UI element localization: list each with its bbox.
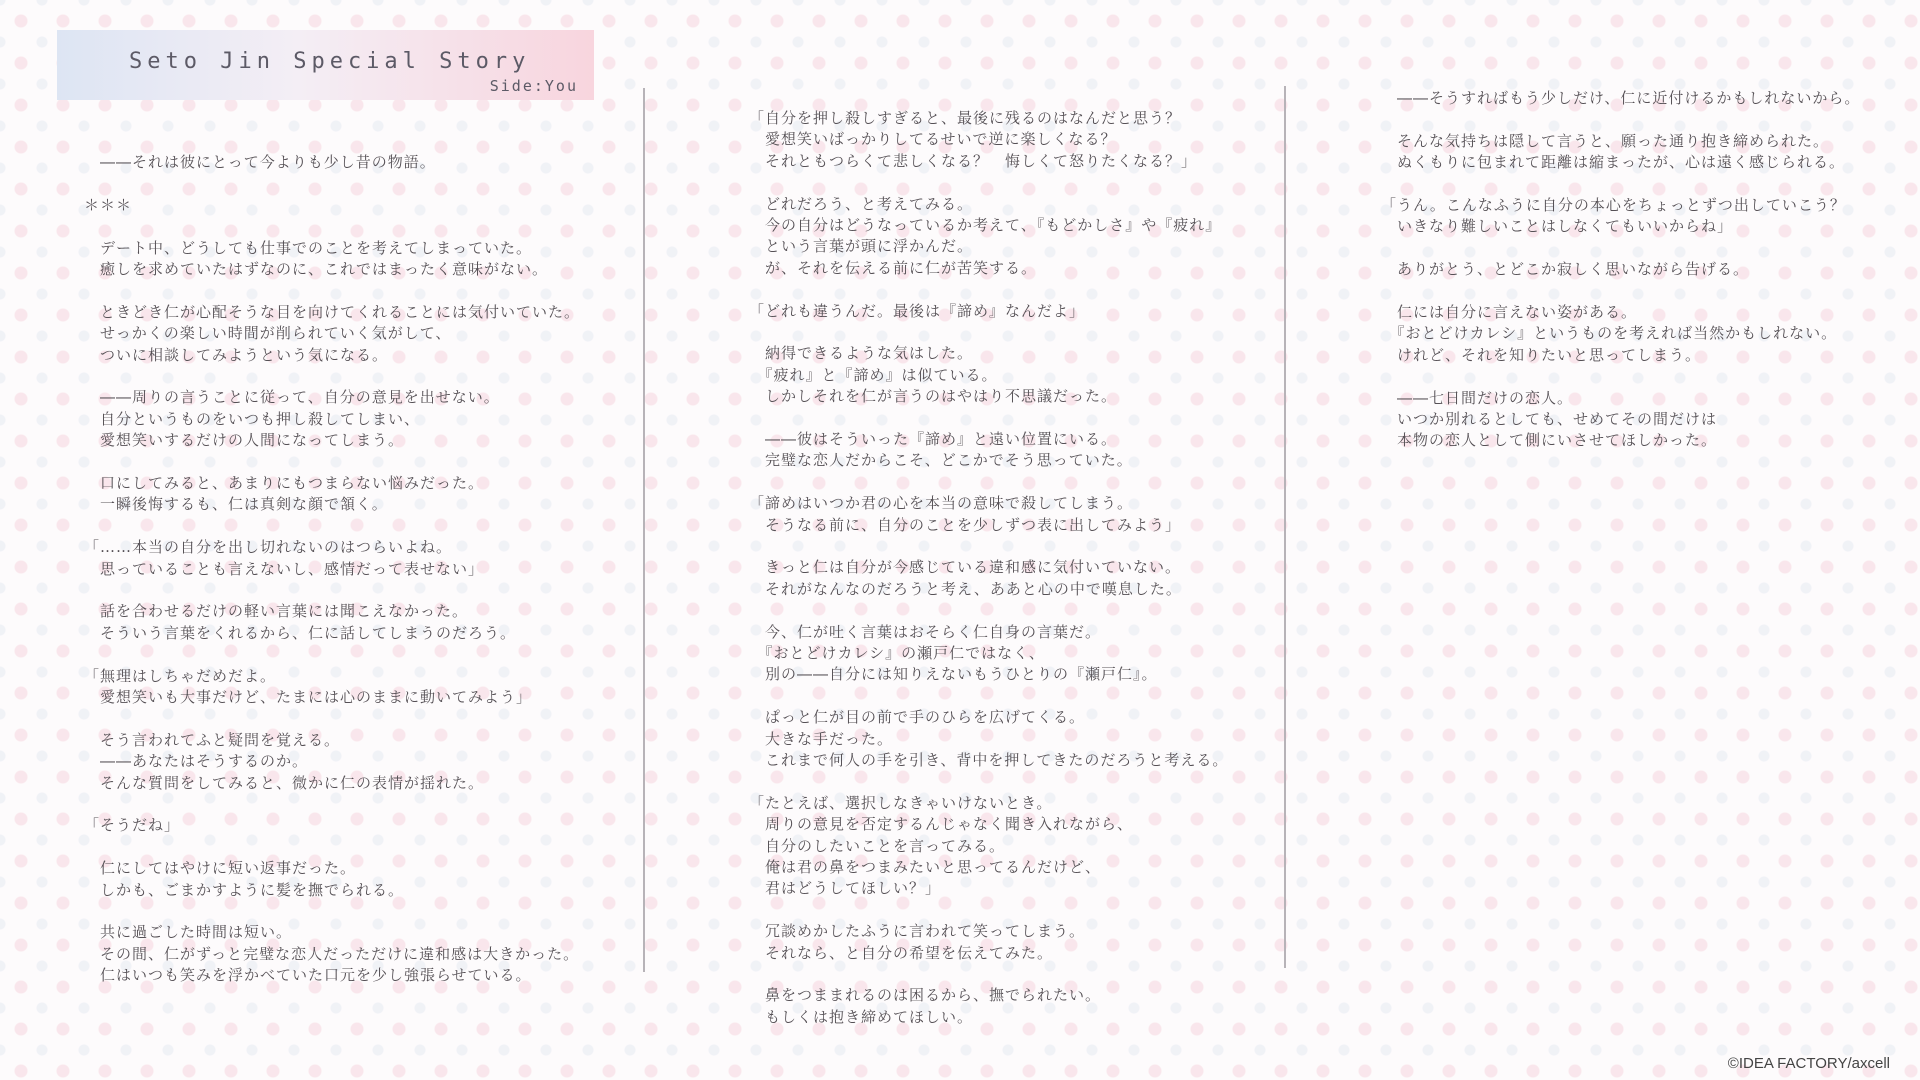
paragraph: 冗談めかしたふうに言われて笑ってしまう。 それなら、と自分の希望を伝えてみた。 — [765, 922, 1086, 962]
story-subtitle: Side:You — [489, 77, 578, 95]
dialogue: 「そうだね」 — [84, 816, 181, 835]
dialogue: 「うん。こんなふうに自分の本心をちょっとずつ出していこう？ いきなり難しいことはしなくてもいいからね」 — [1381, 196, 1846, 236]
dialogue: 「……本当の自分を出し切れないのはつらいよね。 思っていることも言えないし、感情だって表せない」 — [84, 538, 485, 578]
paragraph: きっと仁は自分が今感じている違和感に気付いていない。 それがなんなのだろうと考え、ああと心の中で嘆息した。 — [765, 558, 1182, 598]
copyright-notice: ©IDEA FACTORY/axcell — [1727, 1055, 1890, 1072]
paragraph: 仁にしてはやけに短い返事だった。 しかも、ごまかすように髪を撫でられる。 — [100, 859, 405, 899]
paragraph: ときどき仁が心配そうな目を向けてくれることには気付いていた。 せっかくの楽しい時間が削られていく気がして、 ついに相談してみようという気になる。 — [100, 302, 581, 364]
paragraph: 口にしてみると、あまりにもつまらない悩みだった。 一瞬後悔するも、仁は真剣な顔で頷く。 — [100, 474, 485, 514]
paragraph: ぱっと仁が目の前で手のひらを広げてくる。 大きな手だった。 これまで何人の手を引き、背中を押してきたのだろうと考える。 — [765, 708, 1229, 770]
story-title-banner — [57, 30, 594, 100]
paragraph: ――七日間だけの恋人。 いつか別れるとしても、せめてその間だけは 本物の恋人として側にいさせてほしかった。 — [1397, 388, 1718, 450]
paragraph: 共に過ごした時間は短い。 その間、仁がずっと完璧な恋人だっただけに違和感は大きかった。 仁はいつも笑みを浮かべていた口元を少し強張らせている。 — [100, 923, 580, 985]
paragraph: デート中、どうしても仕事でのことを考えてしまっていた。 癒しを求めていたはずなのに、これではまったく意味がない。 — [100, 238, 549, 278]
dialogue: 「自分を押し殺しすぎると、最後に残るのはなんだと思う？ 愛想笑いばっかりしてるせいで逆に楽しくなる？ それともつらくて悲しくなる？ 悔しくて怒りたくなる？」 — [749, 109, 1198, 170]
dialogue: 「諦めはいつか君の心を本当の意味で殺してしまう。 そうなる前に、自分のことを少しずつ表に出してみよう」 — [749, 494, 1182, 534]
paragraph: 話を合わせるだけの軽い言葉には聞こえなかった。 そういう言葉をくれるから、仁に話してしまうのだろう。 — [100, 602, 517, 642]
paragraph: ――それは彼にとって今よりも少し昔の物語。 — [84, 153, 436, 171]
text-column-3 — [1381, 88, 1920, 473]
dialogue: 「たとえば、選択しなきゃいけないとき。 周りの意見を否定するんじゃなく聞き入れながら、 自分のしたいことを言ってみる。 俺は君の鼻をつまみたいと思ってるんだけど、 君はどうしてほしい？」 — [749, 793, 1134, 898]
paragraph: ――そうすればもう少しだけ、仁に近付けるかもしれないから。 — [1381, 89, 1861, 107]
scene-break: ＊＊＊ — [84, 195, 133, 214]
paragraph: どれだろう、と考えてみる。 今の自分はどうなっているか考えて、『もどかしさ』や『疲れ』 という言葉が頭に浮かんだ。 が、それを伝える前に仁が苦笑する。 — [765, 194, 1222, 277]
paragraph: ――周りの言うことに従って、自分の意見を出せない。 自分というものをいつも押し殺してしまい、 愛想笑いするだけの人間になってしまう。 — [100, 388, 500, 450]
column-divider-left — [643, 88, 645, 972]
paragraph: 仁には自分に言えない姿がある。 『おとどけカレシ』というものを考えれば当然かもしれない。 けれど、それを知りたいと思ってしまう。 — [1397, 303, 1838, 364]
paragraph: ありがとう、とどこか寂しく思いながら告げる。 — [1381, 260, 1750, 279]
paragraph: 鼻をつままれるのは困るから、撫でられたい。 もしくは抱き締めてほしい。 — [765, 986, 1102, 1026]
dialogue: 「どれも違うんだ。最後は『諦め』なんだよ」 — [749, 301, 1086, 320]
paragraph: そう言われてふと疑問を覚える。 ――あなたはそうするのか。 そんな質問をしてみると、微かに仁の表情が揺れた。 — [100, 730, 485, 792]
paragraph: 今、仁が吐く言葉はおそらく仁自身の言葉だ。 『おとどけカレシ』の瀬戸仁ではなく、 別の――自分には知りえないもうひとりの『瀬戸仁』。 — [765, 622, 1158, 684]
dialogue: 「無理はしちゃだめだよ。 愛想笑いも大事だけど、たまには心のままに動いてみよう」 — [84, 666, 533, 707]
paragraph: ――彼はそういった『諦め』と遠い位置にいる。 完璧な恋人だからこそ、どこかでそう思っていた。 — [765, 430, 1133, 470]
paragraph: 納得できるような気はした。 『疲れ』と『諦め』は似ている。 しかしそれを仁が言うのはやはり不思議だった。 — [765, 344, 1118, 406]
paragraph: そんな気持ちは隠して言うと、願った通り抱き締められた。 ぬくもりに包まれて距離は縮まったが、心は遠く感じられる。 — [1397, 131, 1846, 172]
story-title: Seto Jin Special Story — [129, 49, 531, 74]
text-column-2 — [749, 108, 1289, 1050]
text-column-1 — [84, 152, 624, 1008]
